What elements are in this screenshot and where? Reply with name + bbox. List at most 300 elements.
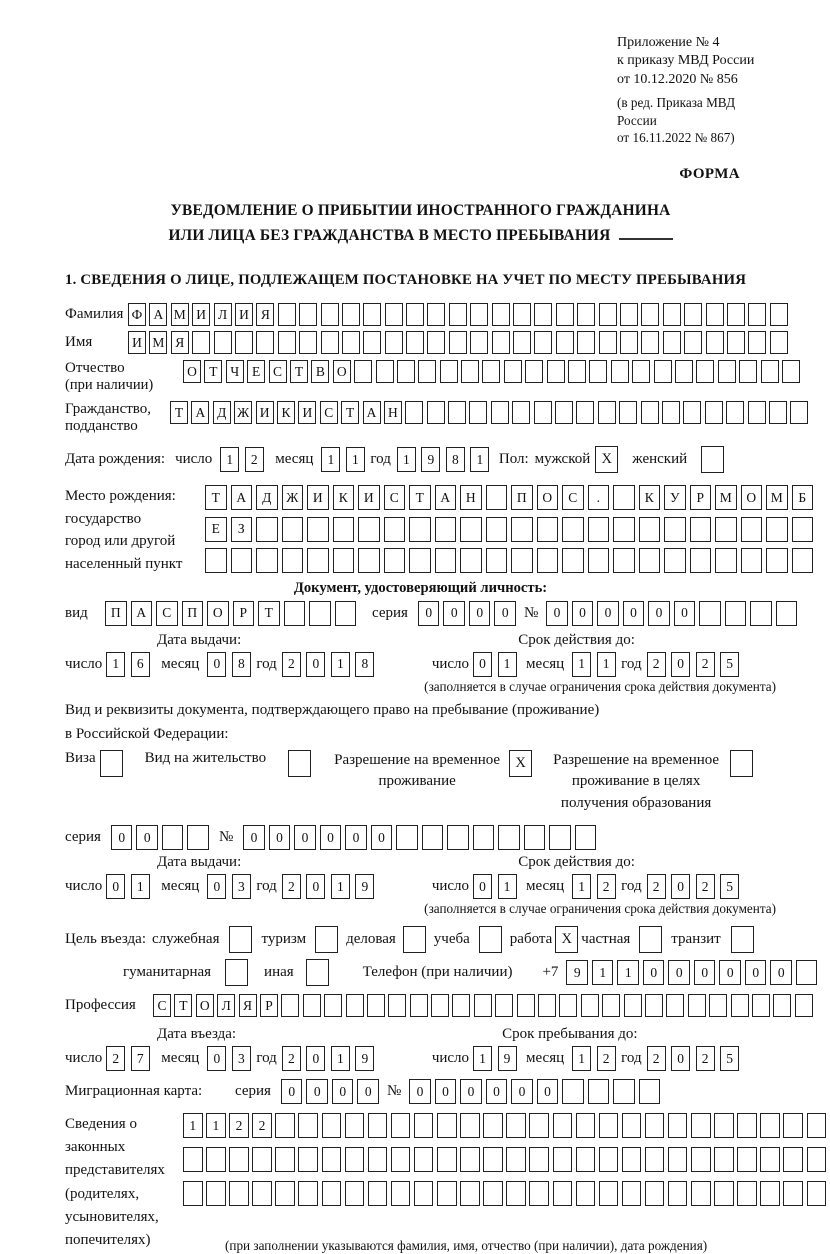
char-box[interactable]: 1 [498, 874, 517, 899]
char-box[interactable] [495, 994, 513, 1017]
char-box[interactable] [422, 825, 444, 850]
char-box[interactable]: 0 [207, 1046, 226, 1071]
char-box[interactable] [529, 1147, 549, 1172]
char-box[interactable] [437, 1113, 457, 1138]
char-box[interactable] [632, 360, 650, 383]
char-box[interactable]: 1 [572, 874, 591, 899]
char-box[interactable] [284, 601, 306, 626]
char-box[interactable] [748, 401, 766, 424]
char-box[interactable] [431, 994, 449, 1017]
char-box[interactable] [460, 1113, 480, 1138]
char-box[interactable]: 0 [306, 652, 325, 677]
char-box[interactable] [303, 994, 321, 1017]
char-box[interactable] [256, 517, 278, 542]
char-box[interactable]: Д [213, 401, 231, 424]
char-box[interactable] [683, 401, 701, 424]
char-box[interactable]: 0 [357, 1079, 379, 1104]
char-box[interactable] [405, 401, 423, 424]
char-box[interactable]: Л [214, 303, 232, 326]
char-box[interactable] [549, 825, 571, 850]
char-box[interactable]: О [741, 485, 763, 510]
char-box[interactable] [187, 825, 209, 850]
char-box[interactable] [556, 303, 574, 326]
char-box[interactable]: 1 [331, 652, 350, 677]
char-box[interactable] [741, 517, 763, 542]
char-box[interactable]: А [191, 401, 209, 424]
char-box[interactable] [783, 1113, 803, 1138]
char-box[interactable]: С [562, 485, 584, 510]
char-box[interactable]: Р [690, 485, 712, 510]
char-box[interactable]: 0 [435, 1079, 457, 1104]
char-box[interactable]: Д [256, 485, 278, 510]
char-box[interactable]: К [333, 485, 355, 510]
char-box[interactable] [691, 1181, 711, 1206]
char-box[interactable] [252, 1181, 272, 1206]
char-box[interactable]: Е [247, 360, 265, 383]
char-box[interactable]: В [311, 360, 329, 383]
char-box[interactable] [534, 331, 552, 354]
char-box[interactable]: 2 [229, 1113, 249, 1138]
char-box[interactable]: 1 [131, 874, 150, 899]
char-box[interactable] [309, 601, 331, 626]
char-box[interactable]: Е [205, 517, 227, 542]
char-box[interactable]: С [320, 401, 338, 424]
char-box[interactable]: 0 [136, 825, 158, 850]
char-box[interactable] [760, 1147, 780, 1172]
char-box[interactable] [418, 360, 436, 383]
char-box[interactable] [581, 994, 599, 1017]
char-box[interactable] [737, 1181, 757, 1206]
char-box[interactable] [435, 517, 457, 542]
char-box[interactable] [406, 303, 424, 326]
char-box[interactable] [235, 331, 253, 354]
char-box[interactable]: 6 [131, 652, 150, 677]
char-box[interactable]: С [384, 485, 406, 510]
char-box[interactable] [486, 548, 508, 573]
char-box[interactable] [641, 331, 659, 354]
char-box[interactable] [470, 331, 488, 354]
char-box[interactable] [385, 331, 403, 354]
char-box[interactable]: И [298, 401, 316, 424]
char-box[interactable] [690, 517, 712, 542]
char-box[interactable]: 0 [332, 1079, 354, 1104]
char-box[interactable]: 1 [498, 652, 517, 677]
char-box[interactable]: Т [205, 485, 227, 510]
char-box[interactable]: 1 [321, 447, 340, 472]
char-box[interactable]: 0 [306, 1079, 328, 1104]
char-box[interactable] [345, 1147, 365, 1172]
char-box[interactable] [690, 548, 712, 573]
char-box[interactable] [460, 1147, 480, 1172]
char-box[interactable]: 0 [345, 825, 367, 850]
char-box[interactable] [491, 401, 509, 424]
char-box[interactable] [396, 825, 418, 850]
char-box[interactable]: П [182, 601, 204, 626]
char-box[interactable] [727, 303, 745, 326]
char-box[interactable] [613, 485, 635, 510]
char-box[interactable]: И [235, 303, 253, 326]
char-box[interactable] [639, 517, 661, 542]
char-box[interactable] [460, 517, 482, 542]
char-box[interactable] [298, 1181, 318, 1206]
char-box[interactable] [576, 1113, 596, 1138]
char-box[interactable]: Т [341, 401, 359, 424]
char-box[interactable] [409, 517, 431, 542]
char-box[interactable] [741, 548, 763, 573]
char-box[interactable] [281, 994, 299, 1017]
char-box[interactable] [440, 360, 458, 383]
char-box[interactable] [506, 1181, 526, 1206]
char-box[interactable] [709, 994, 727, 1017]
char-box[interactable] [760, 1181, 780, 1206]
char-box[interactable] [714, 1181, 734, 1206]
char-box[interactable] [346, 994, 364, 1017]
char-box[interactable] [766, 548, 788, 573]
char-box[interactable]: 2 [696, 652, 715, 677]
char-box[interactable] [427, 401, 445, 424]
char-box[interactable] [322, 1113, 342, 1138]
char-box[interactable] [504, 360, 522, 383]
char-box[interactable]: Т [204, 360, 222, 383]
char-box[interactable] [622, 1113, 642, 1138]
char-box[interactable] [576, 1181, 596, 1206]
char-box[interactable] [577, 303, 595, 326]
char-box[interactable] [298, 1147, 318, 1172]
char-box[interactable] [662, 401, 680, 424]
char-box[interactable]: 0 [648, 601, 670, 626]
char-box[interactable]: Р [233, 601, 255, 626]
char-box[interactable] [790, 401, 808, 424]
char-box[interactable] [368, 1147, 388, 1172]
char-box[interactable]: 0 [111, 825, 133, 850]
char-box[interactable]: Т [290, 360, 308, 383]
char-box[interactable] [252, 1147, 272, 1172]
char-box[interactable] [414, 1147, 434, 1172]
char-box[interactable] [321, 303, 339, 326]
temp-residence-checkbox[interactable]: X [509, 750, 532, 777]
char-box[interactable] [575, 825, 597, 850]
char-box[interactable] [576, 1147, 596, 1172]
char-box[interactable] [414, 1181, 434, 1206]
char-box[interactable] [256, 548, 278, 573]
char-box[interactable] [483, 1113, 503, 1138]
temp-residence-education-checkbox[interactable] [730, 750, 753, 777]
char-box[interactable] [599, 331, 617, 354]
char-box[interactable] [770, 331, 788, 354]
sex-male-checkbox[interactable]: X [595, 446, 618, 473]
char-box[interactable] [345, 1181, 365, 1206]
char-box[interactable] [278, 331, 296, 354]
char-box[interactable] [602, 994, 620, 1017]
char-box[interactable]: З [231, 517, 253, 542]
char-box[interactable]: 0 [674, 601, 696, 626]
char-box[interactable] [206, 1181, 226, 1206]
char-box[interactable] [714, 1147, 734, 1172]
char-box[interactable]: 1 [572, 1046, 591, 1071]
char-box[interactable]: К [639, 485, 661, 510]
char-box[interactable] [599, 303, 617, 326]
char-box[interactable] [231, 548, 253, 573]
char-box[interactable] [162, 825, 184, 850]
char-box[interactable] [688, 994, 706, 1017]
char-box[interactable]: О [333, 360, 351, 383]
char-box[interactable]: И [128, 331, 146, 354]
char-box[interactable] [645, 1113, 665, 1138]
char-box[interactable]: И [307, 485, 329, 510]
char-box[interactable]: 0 [486, 1079, 508, 1104]
char-box[interactable] [613, 548, 635, 573]
char-box[interactable]: 0 [106, 874, 125, 899]
purpose-work-checkbox[interactable]: X [555, 926, 578, 953]
purpose-other-checkbox[interactable] [306, 959, 329, 986]
char-box[interactable]: Ж [234, 401, 252, 424]
char-box[interactable] [684, 331, 702, 354]
char-box[interactable] [409, 548, 431, 573]
char-box[interactable] [761, 360, 779, 383]
char-box[interactable] [282, 517, 304, 542]
char-box[interactable] [624, 994, 642, 1017]
char-box[interactable] [299, 331, 317, 354]
purpose-private-checkbox[interactable] [639, 926, 662, 953]
char-box[interactable]: 1 [183, 1113, 203, 1138]
char-box[interactable] [345, 1113, 365, 1138]
char-box[interactable] [470, 303, 488, 326]
char-box[interactable] [547, 360, 565, 383]
char-box[interactable]: А [149, 303, 167, 326]
char-box[interactable]: 0 [409, 1079, 431, 1104]
char-box[interactable] [363, 303, 381, 326]
char-box[interactable] [737, 1147, 757, 1172]
char-box[interactable] [384, 517, 406, 542]
char-box[interactable]: 0 [494, 601, 516, 626]
char-box[interactable] [588, 517, 610, 542]
char-box[interactable]: И [358, 485, 380, 510]
char-box[interactable] [449, 331, 467, 354]
char-box[interactable]: С [156, 601, 178, 626]
char-box[interactable]: И [192, 303, 210, 326]
char-box[interactable] [322, 1181, 342, 1206]
char-box[interactable] [639, 548, 661, 573]
char-box[interactable] [699, 601, 721, 626]
char-box[interactable] [397, 360, 415, 383]
char-box[interactable] [663, 331, 681, 354]
char-box[interactable] [358, 548, 380, 573]
char-box[interactable] [726, 401, 744, 424]
char-box[interactable] [553, 1113, 573, 1138]
char-box[interactable]: П [105, 601, 127, 626]
purpose-tourism-checkbox[interactable] [315, 926, 338, 953]
char-box[interactable] [435, 548, 457, 573]
char-box[interactable] [391, 1113, 411, 1138]
char-box[interactable]: 0 [306, 874, 325, 899]
char-box[interactable] [354, 360, 372, 383]
char-box[interactable] [588, 1079, 610, 1104]
char-box[interactable]: 0 [546, 601, 568, 626]
char-box[interactable]: Л [217, 994, 235, 1017]
char-box[interactable]: 1 [397, 447, 416, 472]
char-box[interactable]: 9 [355, 1046, 374, 1071]
char-box[interactable]: 9 [498, 1046, 517, 1071]
char-box[interactable] [506, 1147, 526, 1172]
char-box[interactable]: 0 [671, 652, 690, 677]
char-box[interactable] [517, 994, 535, 1017]
char-box[interactable]: 0 [671, 874, 690, 899]
char-box[interactable] [513, 331, 531, 354]
char-box[interactable] [776, 601, 798, 626]
char-box[interactable] [783, 1181, 803, 1206]
char-box[interactable] [324, 994, 342, 1017]
char-box[interactable] [639, 1079, 661, 1104]
char-box[interactable] [556, 331, 574, 354]
char-box[interactable] [275, 1147, 295, 1172]
char-box[interactable]: 2 [597, 874, 616, 899]
char-box[interactable]: О [207, 601, 229, 626]
char-box[interactable] [307, 517, 329, 542]
char-box[interactable] [664, 517, 686, 542]
visa-checkbox[interactable] [100, 750, 123, 777]
char-box[interactable]: 5 [720, 652, 739, 677]
char-box[interactable]: М [766, 485, 788, 510]
char-box[interactable] [562, 1079, 584, 1104]
char-box[interactable] [760, 1113, 780, 1138]
char-box[interactable] [298, 1113, 318, 1138]
char-box[interactable]: 1 [206, 1113, 226, 1138]
char-box[interactable] [363, 331, 381, 354]
char-box[interactable] [206, 1147, 226, 1172]
char-box[interactable] [773, 994, 791, 1017]
char-box[interactable]: П [511, 485, 533, 510]
char-box[interactable]: А [231, 485, 253, 510]
char-box[interactable]: А [435, 485, 457, 510]
char-box[interactable]: 9 [566, 960, 588, 985]
char-box[interactable] [437, 1147, 457, 1172]
char-box[interactable]: 0 [537, 1079, 559, 1104]
char-box[interactable] [473, 825, 495, 850]
purpose-transit-checkbox[interactable] [731, 926, 754, 953]
char-box[interactable]: Я [171, 331, 189, 354]
char-box[interactable] [511, 548, 533, 573]
char-box[interactable]: 1 [592, 960, 614, 985]
char-box[interactable] [205, 548, 227, 573]
char-box[interactable] [783, 1147, 803, 1172]
char-box[interactable] [668, 1147, 688, 1172]
char-box[interactable] [511, 517, 533, 542]
char-box[interactable] [525, 360, 543, 383]
char-box[interactable]: Ф [128, 303, 146, 326]
char-box[interactable]: . [588, 485, 610, 510]
char-box[interactable] [599, 1181, 619, 1206]
char-box[interactable]: 1 [597, 652, 616, 677]
char-box[interactable] [769, 401, 787, 424]
char-box[interactable]: У [664, 485, 686, 510]
char-box[interactable] [333, 517, 355, 542]
char-box[interactable]: 9 [355, 874, 374, 899]
char-box[interactable]: 5 [720, 1046, 739, 1071]
char-box[interactable] [599, 1147, 619, 1172]
char-box[interactable]: С [153, 994, 171, 1017]
char-box[interactable] [576, 401, 594, 424]
char-box[interactable] [524, 825, 546, 850]
purpose-official-checkbox[interactable] [229, 926, 252, 953]
char-box[interactable] [796, 960, 818, 985]
char-box[interactable] [410, 994, 428, 1017]
char-box[interactable]: 0 [643, 960, 665, 985]
char-box[interactable] [482, 360, 500, 383]
char-box[interactable]: Т [174, 994, 192, 1017]
char-box[interactable]: 0 [243, 825, 265, 850]
char-box[interactable] [718, 360, 736, 383]
char-box[interactable]: 0 [371, 825, 393, 850]
char-box[interactable]: О [537, 485, 559, 510]
char-box[interactable]: М [149, 331, 167, 354]
char-box[interactable] [537, 548, 559, 573]
char-box[interactable]: Р [260, 994, 278, 1017]
char-box[interactable] [192, 331, 210, 354]
char-box[interactable] [613, 1079, 635, 1104]
char-box[interactable]: 2 [282, 652, 301, 677]
char-box[interactable] [752, 994, 770, 1017]
char-box[interactable]: 2 [252, 1113, 272, 1138]
char-box[interactable]: О [196, 994, 214, 1017]
char-box[interactable] [447, 825, 469, 850]
char-box[interactable] [611, 360, 629, 383]
char-box[interactable]: 1 [473, 1046, 492, 1071]
char-box[interactable]: 0 [418, 601, 440, 626]
char-box[interactable]: Я [256, 303, 274, 326]
char-box[interactable] [307, 548, 329, 573]
char-box[interactable]: 8 [232, 652, 251, 677]
char-box[interactable] [807, 1147, 827, 1172]
char-box[interactable]: 3 [232, 874, 251, 899]
char-box[interactable] [498, 825, 520, 850]
char-box[interactable] [588, 548, 610, 573]
char-box[interactable]: 0 [281, 1079, 303, 1104]
char-box[interactable] [770, 303, 788, 326]
char-box[interactable] [229, 1147, 249, 1172]
char-box[interactable]: 0 [207, 652, 226, 677]
char-box[interactable] [668, 1181, 688, 1206]
char-box[interactable]: 9 [421, 447, 440, 472]
char-box[interactable] [684, 303, 702, 326]
char-box[interactable]: 2 [597, 1046, 616, 1071]
char-box[interactable]: 5 [720, 874, 739, 899]
char-box[interactable]: 1 [106, 652, 125, 677]
char-box[interactable] [333, 548, 355, 573]
char-box[interactable] [739, 360, 757, 383]
char-box[interactable] [388, 994, 406, 1017]
char-box[interactable]: 7 [131, 1046, 150, 1071]
char-box[interactable] [278, 303, 296, 326]
char-box[interactable] [384, 548, 406, 573]
char-box[interactable] [534, 401, 552, 424]
char-box[interactable] [748, 331, 766, 354]
char-box[interactable]: 8 [355, 652, 374, 677]
char-box[interactable]: С [269, 360, 287, 383]
char-box[interactable]: 8 [446, 447, 465, 472]
char-box[interactable] [645, 994, 663, 1017]
char-box[interactable]: 0 [207, 874, 226, 899]
char-box[interactable] [663, 303, 681, 326]
char-box[interactable] [598, 401, 616, 424]
char-box[interactable]: А [131, 601, 153, 626]
char-box[interactable] [645, 1181, 665, 1206]
purpose-study-checkbox[interactable] [479, 926, 502, 953]
char-box[interactable]: 0 [511, 1079, 533, 1104]
char-box[interactable] [715, 517, 737, 542]
char-box[interactable] [619, 401, 637, 424]
char-box[interactable] [391, 1181, 411, 1206]
char-box[interactable]: 0 [572, 601, 594, 626]
